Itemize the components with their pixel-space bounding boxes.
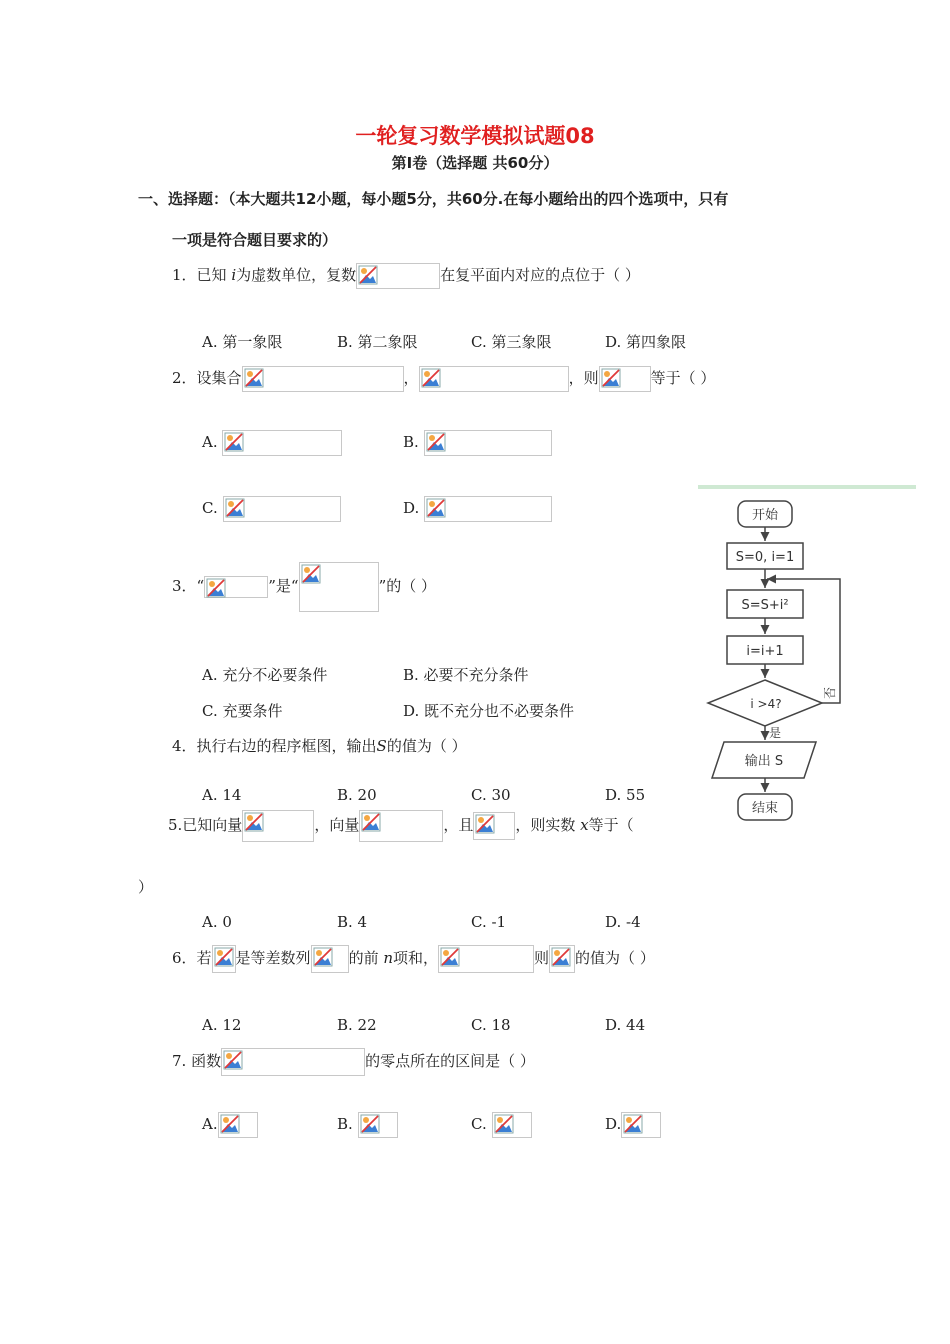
- flow-decision-label: i >4?: [750, 697, 782, 711]
- flow-sum-label: S=S+i²: [741, 598, 789, 613]
- formula-image: [424, 496, 552, 522]
- q5-option-b: B. 4: [337, 913, 368, 931]
- q4-prefix: 4．执行右边的程序框图，输出: [172, 737, 377, 755]
- question-7: [172, 1048, 535, 1076]
- broken-image-icon: [360, 1114, 380, 1134]
- q5-prefix: 5.已知向量: [168, 816, 243, 834]
- flow-init-label: S=0, i=1: [735, 550, 795, 565]
- question-4: [172, 735, 467, 756]
- q1-option-c: C. 第三象限: [471, 333, 552, 351]
- broken-image-icon: [223, 1050, 243, 1070]
- flow-increment-label: i=i+1: [746, 644, 784, 659]
- broken-image-icon: [494, 1114, 514, 1134]
- q7-suffix: 的零点所在的区间是（ ）: [365, 1052, 535, 1070]
- formula-image: [242, 366, 404, 392]
- formula-image: [359, 810, 443, 842]
- broken-image-icon: [313, 947, 333, 967]
- q4-suffix: 的值为（ ）: [386, 737, 467, 755]
- question-3: [172, 562, 436, 612]
- broken-image-icon: [244, 812, 264, 832]
- q1-option-a: A. 第一象限: [202, 333, 283, 351]
- q1-option-d: D. 第四象限: [605, 333, 687, 351]
- formula-image: [549, 945, 575, 973]
- q7-option-d: [605, 1112, 661, 1138]
- flow-end-label: 结束: [751, 801, 779, 816]
- q6-option-c: C. 18: [471, 1016, 511, 1034]
- formula-image: [599, 366, 651, 392]
- broken-image-icon: [361, 812, 381, 832]
- formula-image: [212, 945, 236, 973]
- q7-option-c: [471, 1112, 532, 1138]
- q3-suffix: ”的（ ）: [378, 577, 436, 595]
- q6-mid1: 是等差数列: [235, 949, 311, 967]
- q2-then: ，则: [568, 369, 599, 387]
- question-2: [172, 366, 715, 392]
- formula-image: [356, 263, 440, 289]
- formula-image: [299, 562, 379, 612]
- q4-var: S: [376, 737, 387, 755]
- q2-option-b-label: B.: [403, 433, 419, 451]
- q5-option-c: C. -1: [471, 913, 507, 931]
- flow-yes-label: 是: [769, 726, 782, 740]
- q5-mid2: ，且: [443, 816, 474, 834]
- q7-option-b: [337, 1112, 398, 1138]
- q2-option-d-label: D.: [403, 499, 420, 517]
- q6-option-d: D. 44: [605, 1016, 646, 1034]
- q2-option-c: [202, 496, 341, 522]
- broken-image-icon: [220, 1114, 240, 1134]
- q4-option-d: D. 55: [605, 786, 646, 804]
- formula-image: [221, 1048, 365, 1076]
- q1-option-b: B. 第二象限: [337, 333, 418, 351]
- broken-image-icon: [206, 578, 226, 598]
- formula-image: [218, 1112, 258, 1138]
- q7-option-d-label: D.: [605, 1115, 622, 1133]
- question-5: [168, 810, 634, 842]
- q3-option-d: D. 既不充分也不必要条件: [403, 702, 575, 720]
- q7-option-a: [202, 1112, 258, 1138]
- q7-option-c-label: C.: [471, 1115, 487, 1133]
- q6-prefix: 6．若: [172, 949, 212, 967]
- formula-image: [204, 576, 268, 598]
- q1-prefix: 1．已知: [172, 266, 232, 284]
- broken-image-icon: [224, 432, 244, 452]
- q1-var: i: [231, 266, 237, 284]
- formula-image: [473, 812, 515, 840]
- broken-image-icon: [551, 947, 571, 967]
- formula-image: [311, 945, 349, 973]
- q6-var: n: [383, 949, 394, 967]
- q6-mid4: 则: [534, 949, 550, 967]
- flow-no-label: 否: [823, 686, 837, 699]
- q2-option-c-label: C.: [202, 499, 218, 517]
- section-heading-line1: 一、选择题：（本大题共12小题，每小题5分，共60分.在每小题给出的四个选项中，只有: [138, 190, 729, 208]
- q4-option-c: C. 30: [471, 786, 511, 804]
- broken-image-icon: [214, 947, 234, 967]
- broken-image-icon: [301, 564, 321, 584]
- formula-image: [438, 945, 534, 973]
- q3-option-c: C. 充要条件: [202, 702, 283, 720]
- page-title: 一轮复习数学模拟试题08: [355, 124, 595, 148]
- q1-suffix: 在复平面内对应的点位于（ ）: [440, 266, 640, 284]
- broken-image-icon: [421, 368, 441, 388]
- q5-option-d: D. -4: [605, 913, 641, 931]
- q5-wrap: ）: [138, 878, 154, 896]
- q4-option-a: A. 14: [202, 786, 242, 804]
- flow-output-label: 输出 S: [744, 754, 784, 769]
- formula-image: [358, 1112, 398, 1138]
- broken-image-icon: [426, 432, 446, 452]
- q5-mid1: ，向量: [314, 816, 360, 834]
- q5-mid3: ，则实数: [515, 816, 581, 834]
- q7-option-b-label: B.: [337, 1115, 353, 1133]
- formula-image: [223, 496, 341, 522]
- q1-mid: 为虚数单位，复数: [236, 266, 357, 284]
- formula-image: [621, 1112, 661, 1138]
- page-subtitle: 第Ⅰ卷（选择题 共60分）: [391, 154, 559, 172]
- broken-image-icon: [623, 1114, 643, 1134]
- q2-option-a-label: A.: [202, 433, 218, 451]
- q3-option-b: B. 必要不充分条件: [403, 666, 529, 684]
- q6-mid3: 项和，: [393, 949, 439, 967]
- q2-option-b: [403, 430, 552, 456]
- q5-suffix: 等于（: [588, 816, 634, 834]
- question-1: [172, 263, 640, 289]
- q6-suffix: 的值为（ ）: [575, 949, 655, 967]
- broken-image-icon: [475, 814, 495, 834]
- q2-comma: ，: [403, 369, 419, 387]
- q6-option-b: B. 22: [337, 1016, 377, 1034]
- q6-option-a: A. 12: [202, 1016, 242, 1034]
- broken-image-icon: [426, 498, 446, 518]
- q2-suffix: 等于（ ）: [650, 369, 716, 387]
- broken-image-icon: [601, 368, 621, 388]
- formula-image: [424, 430, 552, 456]
- flowchart-top-rule: [698, 485, 916, 489]
- flow-start-label: 开始: [751, 508, 779, 523]
- section-heading-line2: 一项是符合题目要求的）: [172, 231, 338, 249]
- broken-image-icon: [440, 947, 460, 967]
- question-6: [172, 945, 655, 973]
- q7-prefix: 7. 函数: [172, 1052, 222, 1070]
- q2-option-a: [202, 430, 342, 456]
- q7-option-a-label: A.: [202, 1115, 218, 1133]
- formula-image: [492, 1112, 532, 1138]
- q3-prefix: 3．“: [172, 577, 205, 595]
- q3-mid: ”是“: [268, 577, 299, 595]
- q5-option-a: A. 0: [202, 913, 232, 931]
- q4-option-b: B. 20: [337, 786, 377, 804]
- formula-image: [222, 430, 342, 456]
- formula-image: [419, 366, 569, 392]
- q3-option-a: A. 充分不必要条件: [202, 666, 328, 684]
- q2-option-d: [403, 496, 552, 522]
- q2-prefix: 2．设集合: [172, 369, 242, 387]
- broken-image-icon: [244, 368, 264, 388]
- formula-image: [242, 810, 314, 842]
- flowchart: [700, 495, 860, 835]
- broken-image-icon: [225, 498, 245, 518]
- broken-image-icon: [358, 265, 378, 285]
- q6-mid2: 的前: [348, 949, 384, 967]
- q5-var: x: [580, 816, 589, 834]
